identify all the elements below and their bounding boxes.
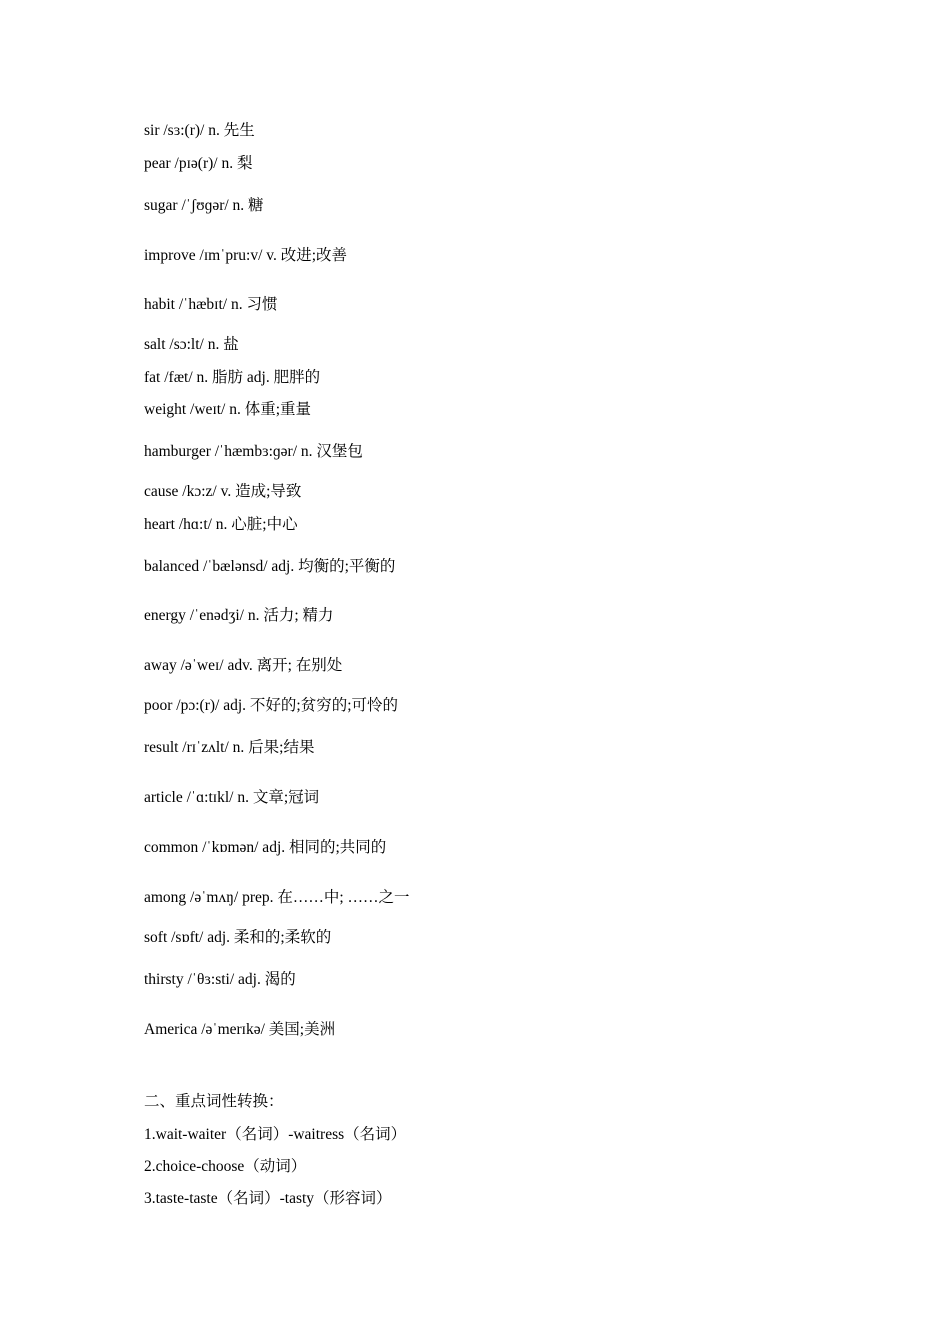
vocab-entry-result: result /rɪˈzʌlt/ n. 后果;结果 xyxy=(144,739,315,756)
vocab-entry-common: common /ˈkɒmən/ adj. 相同的;共同的 xyxy=(144,839,387,856)
vocab-entry-hamburger: hamburger /ˈhæmbɜ:ɡər/ n. 汉堡包 xyxy=(144,443,363,460)
vocab-entry-thirsty: thirsty /ˈθɜ:sti/ adj. 渴的 xyxy=(144,971,296,988)
vocab-entry-pear: pear /pɪə(r)/ n. 梨 xyxy=(144,155,253,172)
vocab-entry-salt: salt /sɔ:lt/ n. 盐 xyxy=(144,336,239,353)
vocab-entry-weight: weight /weɪt/ n. 体重;重量 xyxy=(144,401,312,418)
vocab-entry-soft: soft /sɒft/ adj. 柔和的;柔软的 xyxy=(144,929,332,946)
section-title: 二、重点词性转换： xyxy=(144,1093,284,1110)
conversion-item-2: 2.choice-choose（动词） xyxy=(144,1158,307,1175)
vocab-entry-fat: fat /fæt/ n. 脂肪 adj. 肥胖的 xyxy=(144,369,321,386)
vocab-entry-sir: sir /sɜ:(r)/ n. 先生 xyxy=(144,122,255,139)
vocab-entry-article: article /ˈɑ:tɪkl/ n. 文章;冠词 xyxy=(144,789,320,806)
vocab-entry-habit: habit /ˈhæbɪt/ n. 习惯 xyxy=(144,296,278,313)
conversion-item-1: 1.wait-waiter（名词）-waitress（名词） xyxy=(144,1126,407,1143)
vocab-entry-energy: energy /ˈenədʒi/ n. 活力; 精力 xyxy=(144,607,334,624)
vocab-entry-among: among /əˈmʌŋ/ prep. 在……中; ……之一 xyxy=(144,889,410,906)
vocab-entry-poor: poor /pɔ:(r)/ adj. 不好的;贫穷的;可怜的 xyxy=(144,697,398,714)
conversion-item-3: 3.taste-taste（名词）-tasty（形容词） xyxy=(144,1190,392,1207)
vocab-entry-america: America /əˈmerɪkə/ 美国;美洲 xyxy=(144,1021,336,1038)
vocab-entry-heart: heart /hɑ:t/ n. 心脏;中心 xyxy=(144,516,298,533)
vocab-entry-cause: cause /kɔ:z/ v. 造成;导致 xyxy=(144,483,302,500)
vocab-entry-improve: improve /ɪmˈpru:v/ v. 改进;改善 xyxy=(144,247,348,264)
vocab-entry-away: away /əˈweɪ/ adv. 离开; 在别处 xyxy=(144,657,343,674)
vocab-entry-balanced: balanced /ˈbælənsd/ adj. 均衡的;平衡的 xyxy=(144,558,396,575)
vocab-entry-sugar: sugar /ˈʃʊɡər/ n. 糖 xyxy=(144,197,264,214)
